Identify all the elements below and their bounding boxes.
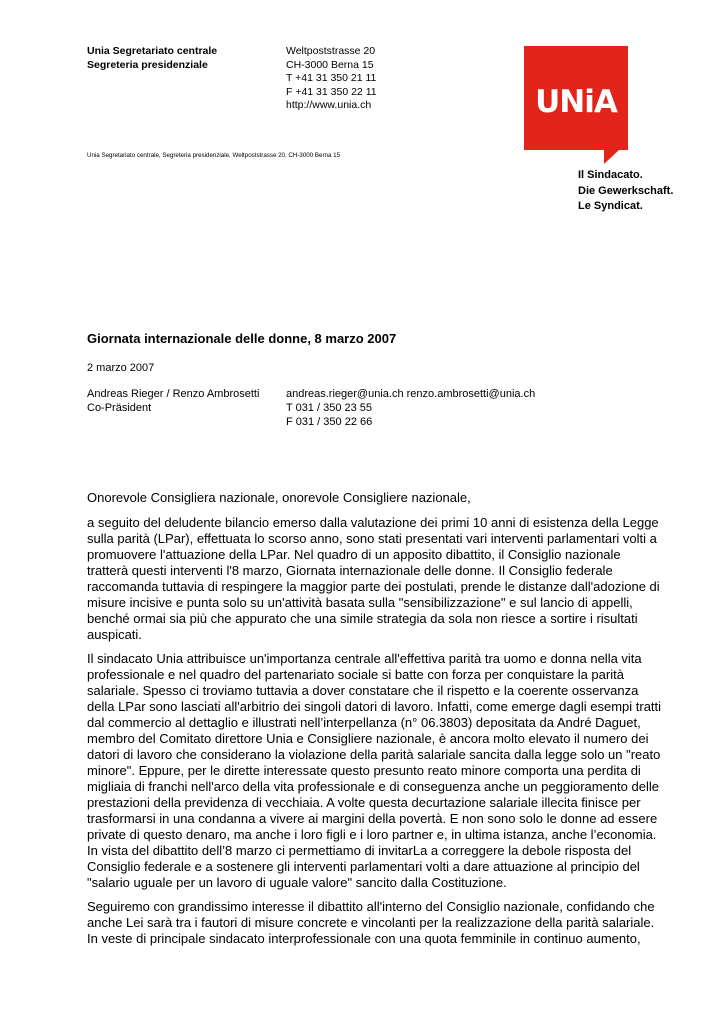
letter-subject: Giornata internazionale delle donne, 8 marzo 2007 [87, 331, 397, 346]
author-role: Co-Präsident [87, 402, 152, 414]
sender-block [87, 45, 217, 72]
contact-emails: andreas.rieger@unia.ch renzo.ambrosetti@unia.ch [286, 388, 536, 400]
paragraph-line: anche Lei sarà tra i fautori di misure concrete e vincolanti per la realizzazione della parità salariale. [87, 915, 655, 930]
paragraph-line: misure incisive e punta solo su un'attività basata sulla "sensibilizzazione" e sul lancio di appelli, [87, 595, 633, 610]
contact-phone: T 031 / 350 23 55 [286, 402, 373, 414]
unia-speech-bubble-logo-icon [524, 46, 628, 164]
body-paragraph [87, 651, 687, 891]
paragraph-line: tratterà questi interventi l'8 marzo, Giornata internazionale delle donne. Il Consiglio federale [87, 563, 613, 578]
paragraph-line: professionale e nel quadro del partenariato sociale si batte con forza per conquistare la parità [87, 667, 624, 682]
unia-logo [524, 46, 628, 164]
body-paragraph [87, 515, 687, 643]
sender-line-1: Unia Segretariato centrale [87, 45, 218, 57]
slogan-block [578, 168, 673, 215]
paragraph-line: prestazioni della previdenza di vecchiaia. A volte questa decurtazione salariale illecita finisce per [87, 795, 641, 810]
contact-fax: F 031 / 350 22 66 [286, 416, 373, 428]
slogan-line-de: Die Gewerkschaft. [578, 184, 674, 197]
sender-line-2: Segreteria presidenziale [87, 58, 208, 71]
contact-block [286, 387, 535, 429]
paragraph-line: datori di lavoro che considerano la violazione della parità salariale sancita dalla legge solo un "reato [87, 747, 661, 762]
letter-date: 2 marzo 2007 [87, 362, 155, 374]
paragraph-line: membro del Comitato direttore Unia e Consigliere nazionale, è ancora molto elevato il numero dei [87, 731, 649, 746]
paragraph-line: Il sindacato Unia attribuisce un'importanza centrale all'effettiva parità tra uomo e donna nella vita [87, 651, 642, 666]
paragraph-line: In vista del dibattito dell’8 marzo ci permettiamo di invitarLa a correggere la debole risposta del [87, 843, 632, 858]
paragraph-line: benché ormai sia più che appurato che una simile strategia da sola non riesce a sortire i risultati [87, 611, 638, 626]
paragraph-line: della LPar sono lasciati all'arbitrio dei singoli datori di lavoro. Infatti, come emerge dagli esempi tratti [87, 699, 662, 714]
paragraph-line: Consiglio federale e a sostenere gli interventi parlamentari volti a dare attuazione al principio del [87, 859, 640, 874]
paragraph-line: migliaia di franchi nell'arco della vita professionale e di conseguenza anche un peggioramento delle [87, 779, 659, 794]
body-paragraph [87, 899, 687, 947]
address-city: CH-3000 Berna 15 [286, 58, 374, 71]
logo-wordmark: UNiA [535, 84, 617, 120]
address-fax: F +41 31 350 22 11 [286, 85, 377, 98]
sender-small-line: Unia Segretariato centrale, Segreteria presidenziale, Weltpoststrasse 20, CH-3000 Berna 15 [87, 152, 341, 159]
paragraph-line: trasformarsi in una condanna a vivere ai margini della povertà. E non sono solo le donne ad essere [87, 811, 658, 826]
author-block [87, 387, 259, 415]
salutation: Onorevole Consigliera nazionale, onorevole Consigliere nazionale, [87, 490, 471, 505]
paragraph-container [87, 515, 687, 947]
address-phone: T +41 31 350 21 11 [286, 72, 377, 84]
address-street: Weltpoststrasse 20 [286, 45, 376, 57]
paragraph-line: In veste di principale sindacato interprofessionale con una quota femminile in continuo aumento, [87, 931, 641, 946]
paragraph-line: private di questo denaro, ma anche i loro figli e i loro partner e, in ultima istanza, anche l’economia. [87, 827, 657, 842]
address-block [286, 45, 377, 113]
paragraph-line: salariale. Spesso ci troviamo tuttavia a dover constatare che il rispetto e la coerente osservanza [87, 683, 639, 698]
author-names: Andreas Rieger / Renzo Ambrosetti [87, 388, 260, 400]
letter-body [87, 490, 687, 955]
paragraph-line: promuovere l'attuazione della LPar. Nel quadro di un apposito dibattito, il Consiglio nazionale [87, 547, 621, 562]
paragraph-line: dal commercio al dettaglio e illustrati nell’interpellanza (n° 06.3803) depositata da André Daguet, [87, 715, 641, 730]
paragraph-line: auspicati. [87, 627, 142, 642]
address-web: http://www.unia.ch [286, 99, 372, 111]
slogan-line-fr: Le Syndicat. [578, 200, 643, 212]
paragraph-line: raccomanda tuttavia di respingere la maggior parte dei postulati, prende le distanze dall'adozione di [87, 579, 660, 594]
paragraph-line: sulla parità (LPar), effettuata lo scorso anno, sono stati presentati vari interventi parlamentari volti a [87, 531, 657, 546]
paragraph-line: a seguito del deludente bilancio emerso dalla valutazione dei primi 10 anni di esistenza della Legge [87, 515, 659, 530]
slogan-line-it: Il Sindacato. [578, 169, 643, 181]
paragraph-line: Seguiremo con grandissimo interesse il dibattito all'interno del Consiglio nazionale, confidando che [87, 899, 655, 914]
paragraph-line: minore". Eppure, per le dirette interessate questo presunto reato minore comporta una perdita di [87, 763, 641, 778]
paragraph-line: "salario uguale per un lavoro di uguale valore" sancito dalla Costituzione. [87, 875, 507, 890]
